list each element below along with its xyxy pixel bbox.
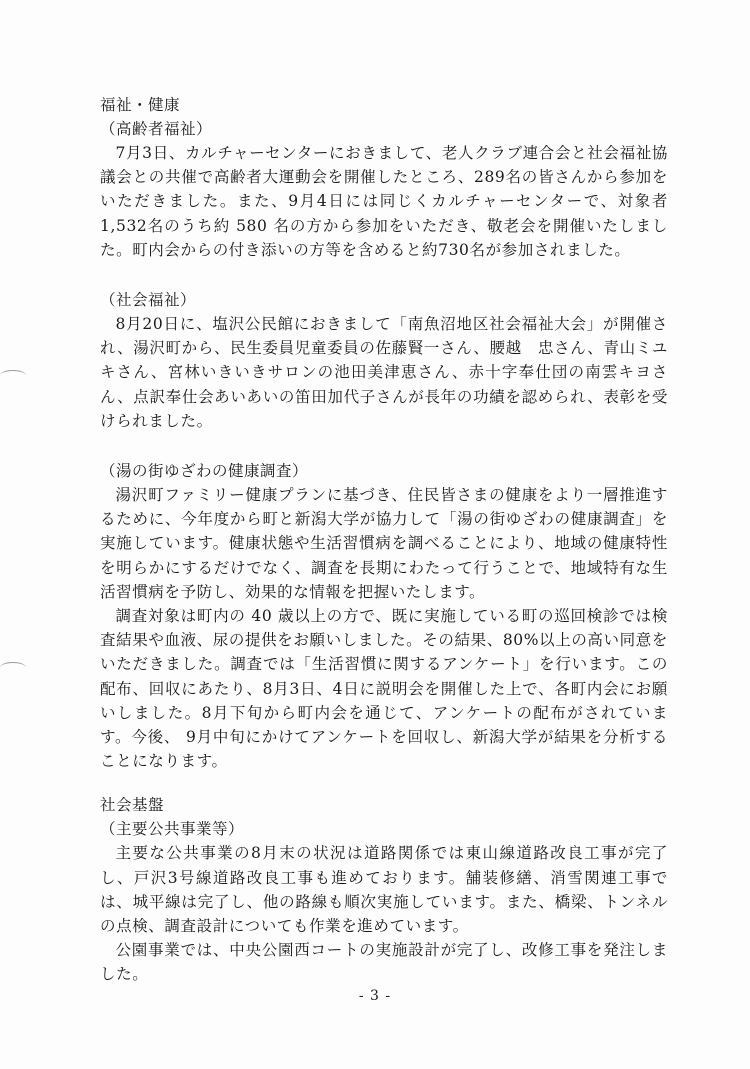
scan-margin-mark [0, 662, 26, 673]
page-content [100, 93, 668, 987]
paragraph-elderly-welfare: 7月3日、カルチャーセンターにおきまして、老人クラブ連合会と社会福祉協議会との共催で高齢者大運動会を開催したところ、289名の皆さんから参加をいただきました。また、9月4日には同じくカルチャーセンターで、対象者1,532名のうち約 580 名の方から参加をいただき、敬老会を開催いたしました。町内会からの付き添いの方等を含めると約730名が参加されました。 [100, 144, 668, 259]
paragraph-public-works-1: 主要な公共事業の8月末の状況は道路関係では東山線道路改良工事が完了し、戸沢3号線道路改良工事も進めております。舗装修繕、消雪関連工事では、城平線は完了し、他の路線も順次実施しています。また、橋梁、トンネルの点検、調査設計についても作業を進めています。 [100, 844, 668, 936]
subheading-social-welfare: （社会福祉） [100, 291, 197, 310]
paragraph-health-survey-2: 調査対象は町内の 40 歳以上の方で、既に実施している町の巡回検診では検査結果や血液、尿の提供をお願いしました。その結果、80%以上の高い同意をいただきました。調査では「生活習慣に関するアンケート」を行います。この配布、回収にあたり、8月3日、4日に説明会を開催した上で、各町内会にお願いしました。8月下旬から町内会を通じて、アンケートの配布がされています。今後、 9月中旬にかけてアンケートを回収し、新潟大学が結果を分析することになります。 [100, 607, 668, 771]
page-number: - 3 - [358, 988, 392, 1004]
subheading-health-survey: （湯の街ゆざわの健康調査） [100, 462, 309, 481]
subheading-public-works: （主要公共事業等） [100, 820, 245, 839]
section-heading-infrastructure: 社会基盤 [100, 796, 165, 815]
section-heading-welfare: 福祉・健康 [100, 96, 181, 114]
paragraph-public-works-2: 公園事業では、中央公園西コートの実施設計が完了し、改修工事を発注しました。 [100, 941, 668, 984]
scan-margin-mark [0, 370, 26, 381]
paragraph-health-survey-1: 湯沢町ファミリー健康プランに基づき、住民皆さまの健康をより一層推進するために、今年度から町と新潟大学が協力して「湯の街ゆざわの健康調査」を実施しています。健康状態や生活習慣病を調べることにより、地域の健康特性を明らかにするだけでなく、調査を長期にわたって行うことで、地域特有な生活習慣病を予防し、効果的な情報を把握いたします。 [100, 486, 668, 601]
paragraph-social-welfare: 8月20日に、塩沢公民館におきまして「南魚沼地区社会福祉大会」が開催され、湯沢町から、民生委員児童委員の佐藤賢一さん、腰越 忠さん、青山ミユキさん、宮林いきいきサロンの池田美津恵さん、赤十字奉仕団の南雲キヨさん、点訳奉仕会あいあいの笛田加代子さんが長年の功績を認められ、表彰を受けられました。 [100, 315, 668, 430]
subheading-elderly-welfare: （高齢者福祉） [100, 120, 213, 138]
